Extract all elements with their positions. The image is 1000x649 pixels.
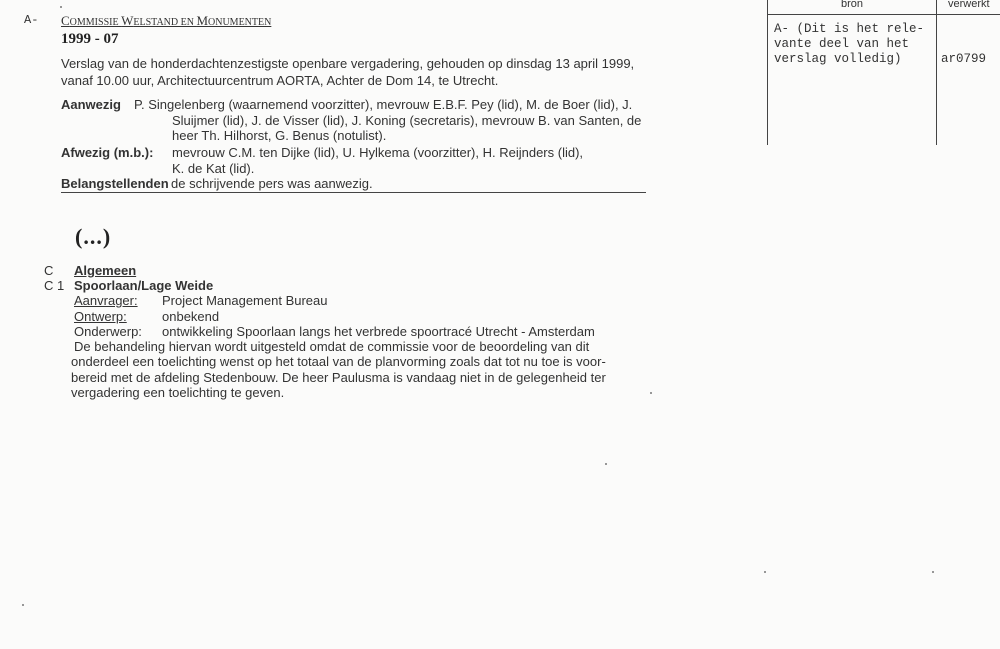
org-part-3: ONUMENTEN	[208, 17, 272, 28]
scan-speck	[932, 571, 934, 573]
org-part-2: ELSTAND EN	[133, 17, 197, 28]
table-header-rule	[767, 14, 1000, 15]
absent-line-1: mevrouw C.M. ten Dijke (lid), U. Hylkema (voorzitter), H. Reijnders (lid),	[172, 145, 584, 160]
present-line-1: P. Singelenberg (waarnemend voorzitter), mevrouw E.B.F. Pey (lid), M. de Boer (lid), J.	[134, 97, 633, 112]
source-line-1: A- (Dit is het rele-	[774, 22, 925, 36]
report-number: 1999 - 07	[61, 31, 119, 47]
header-divider	[61, 192, 646, 193]
absent-line-2: K. de Kat (lid).	[172, 161, 255, 176]
margin-tag: A-	[24, 13, 39, 27]
present-label: Aanwezig	[61, 97, 121, 112]
present-line-2: Sluijmer (lid), J. de Visser (lid), J. Koning (secretaris), mevrouw B. van Santen, de	[172, 113, 642, 128]
subject-label: Onderwerp:	[74, 324, 142, 339]
scan-speck	[60, 6, 62, 8]
body-line-4: vergadering een toelichting te geven.	[71, 385, 285, 400]
scan-speck	[605, 463, 607, 465]
applicant-value: Project Management Bureau	[162, 293, 328, 308]
source-line-3: verslag volledig)	[774, 52, 902, 66]
absent-label: Afwezig (m.b.):	[61, 145, 154, 160]
design-label: Ontwerp:	[74, 309, 127, 324]
scan-speck	[22, 604, 24, 606]
org-initial-c: C	[61, 13, 70, 28]
design-value: onbekend	[162, 309, 220, 324]
column-header-processed: verwerkt	[948, 0, 990, 10]
interested-text: de schrijvende pers was aanwezig.	[171, 176, 373, 191]
applicant-label: Aanvrager:	[74, 293, 138, 308]
processed-value: ar0799	[941, 52, 987, 66]
org-initial-m: M	[196, 13, 209, 28]
scan-speck	[764, 571, 766, 573]
org-part-1: OMMISSIE	[69, 17, 122, 28]
organization-title	[61, 13, 271, 29]
subject-value: ontwikkeling Spoorlaan langs het verbrede spoortracé Utrecht - Amsterdam	[162, 324, 595, 339]
body-line-2: onderdeel een toelichting wenst op het totaal van de planvorming zoals dat tot nu toe is voor-	[71, 354, 606, 369]
interested-label: Belangstellenden	[61, 176, 169, 191]
section-letter: C	[44, 263, 54, 278]
body-line-3: bereid met de afdeling Stedenbouw. De heer Paulusma is vandaag niet in de gelegenheid ter	[71, 370, 606, 385]
omission-marker: (...)	[75, 224, 112, 249]
item-number: C 1	[44, 278, 65, 293]
item-title: Spoorlaan/Lage Weide	[74, 278, 214, 293]
intro-line-1: Verslag van de honderdachtenzestigste openbare vergadering, gehouden op dinsdag 13 april 1999,	[61, 56, 635, 71]
scan-speck	[650, 392, 652, 394]
column-header-source: bron	[841, 0, 864, 10]
table-left-rule	[767, 0, 768, 145]
intro-line-2: vanaf 10.00 uur, Architectuurcentrum AORTA, Achter de Dom 14, te Utrecht.	[61, 73, 499, 88]
section-title: Algemeen	[74, 263, 137, 278]
body-line-1: De behandeling hiervan wordt uitgesteld omdat de commissie voor de beoordeling van dit	[74, 339, 590, 354]
source-line-2: vante deel van het	[774, 37, 910, 51]
org-initial-w: W	[121, 13, 134, 28]
present-line-3: heer Th. Hilhorst, G. Benus (notulist).	[172, 128, 387, 143]
table-column-rule	[936, 0, 937, 145]
